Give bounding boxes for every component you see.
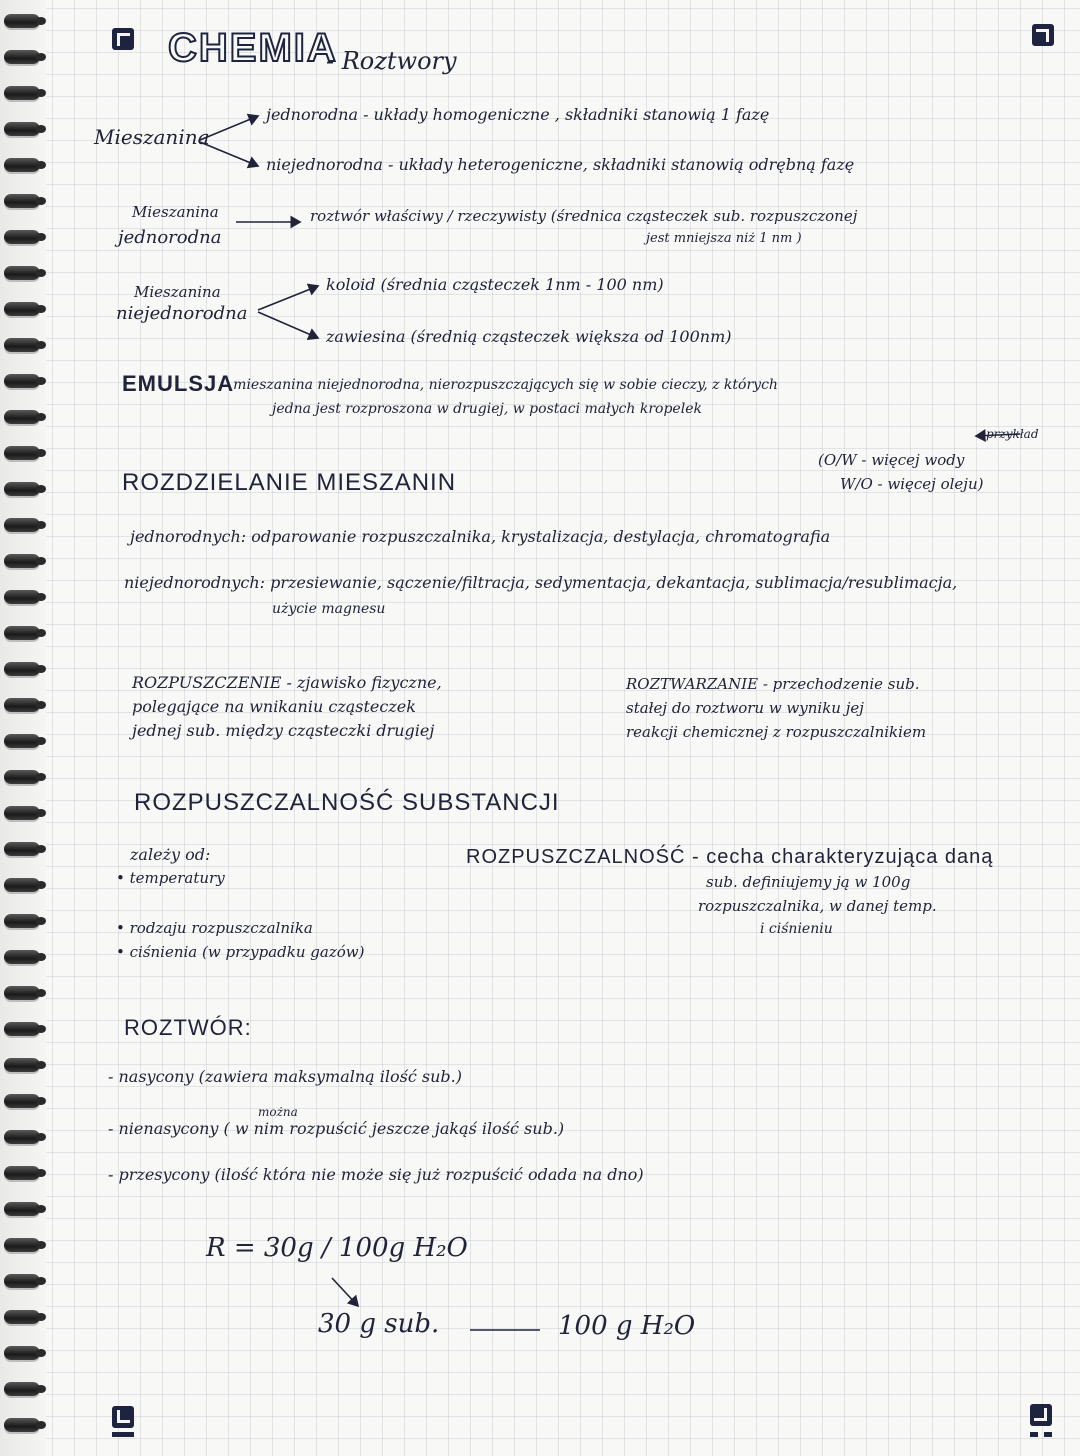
spiral-ring	[4, 590, 40, 604]
spiral-ring	[4, 14, 40, 28]
solution-unsaturated: - nienasycony ( w nim rozpuścić jeszcze jakąś ilość sub.)	[108, 1119, 565, 1138]
page-title: CHEMIA	[168, 26, 338, 70]
corner-marker-icon	[112, 28, 134, 50]
solubility-formula: R = 30g / 100g H₂O	[206, 1233, 468, 1263]
solubility-definition-1: ROZPUSZCZALNOŚĆ - cecha charakteryzująca daną	[466, 846, 994, 868]
spiral-ring	[4, 1310, 40, 1324]
spiral-ring	[4, 1418, 40, 1432]
spiral-ring	[4, 842, 40, 856]
page-subtitle: - Roztwory	[326, 47, 457, 75]
spiral-ring	[4, 1130, 40, 1144]
spiral-ring	[4, 950, 40, 964]
spiral-ring	[4, 986, 40, 1000]
dissolution-line-2: polegające na wnikaniu cząsteczek	[132, 697, 416, 716]
dissolution-line-3: jednej sub. między cząsteczki drugiej	[132, 721, 435, 740]
spiral-ring	[4, 374, 40, 388]
spiral-ring	[4, 1346, 40, 1360]
spiral-ring	[4, 86, 40, 100]
corner-marker-icon	[112, 1406, 134, 1428]
emulsion-ow: (O/W - więcej wody	[818, 451, 965, 469]
spiral-ring	[4, 626, 40, 640]
separation-heterogeneous: niejednorodnych: przesiewanie, sączenie/filtracja, sedymentacja, dekantacja, sublimacja/resublimacja,	[124, 573, 958, 592]
corner-marker-icon	[1030, 1404, 1052, 1426]
spiral-ring	[4, 50, 40, 64]
solubility-factor-3: • ciśnienia (w przypadku gazów)	[116, 943, 365, 961]
spiral-ring	[4, 1382, 40, 1396]
spiral-ring	[4, 1166, 40, 1180]
spiral-ring	[4, 1274, 40, 1288]
mixture-root-label: Mieszanina	[94, 125, 210, 149]
emulsion-definition-1: - mieszanina niejednorodna, nierozpuszczających się w sobie cieczy, z których	[224, 377, 778, 393]
spiral-ring	[4, 266, 40, 280]
spiral-ring	[4, 1022, 40, 1036]
spiral-ring	[4, 662, 40, 676]
corner-bar-icon	[1030, 1432, 1038, 1437]
formula-substance: 30 g sub.	[318, 1309, 440, 1339]
spiral-ring	[4, 1238, 40, 1252]
true-solution-definition: roztwór właściwy / rzeczywisty (średnica cząsteczek sub. rozpuszczonej	[310, 207, 858, 225]
spiral-ring	[4, 914, 40, 928]
spiral-ring	[4, 554, 40, 568]
true-solution-note: jest mniejsza niż 1 nm )	[646, 231, 802, 246]
separation-homogeneous: jednorodnych: odparowanie rozpuszczalnika, krystalizacja, destylacja, chromatografia	[130, 527, 831, 546]
corner-bar-icon	[1044, 1432, 1052, 1437]
suspension-definition: zawiesina (średnią cząsteczek większa od 100nm)	[326, 327, 732, 346]
dissolution-line-1: ROZPUSZCZENIE - zjawisko fizyczne,	[132, 673, 442, 692]
spiral-ring	[4, 770, 40, 784]
emulsion-term: EMULSJA	[122, 371, 235, 396]
emulsion-definition-2: jedna jest rozproszona w drugiej, w postaci małych kropelek	[272, 401, 702, 417]
spiral-ring	[4, 806, 40, 820]
formula-water: 100 g H₂O	[558, 1311, 696, 1341]
spiral-ring	[4, 158, 40, 172]
spiral-ring	[4, 518, 40, 532]
spiral-ring	[4, 122, 40, 136]
solubility-definition-2: sub. definiujemy ją w 100g	[706, 873, 911, 891]
corner-bar-icon	[112, 1432, 134, 1437]
spiral-ring	[4, 1094, 40, 1108]
spiral-ring	[4, 446, 40, 460]
solution-unsaturated-note: można	[258, 1105, 298, 1119]
solubility-factor-2: • rodzaju rozpuszczalnika	[116, 919, 313, 937]
solubility-depends: zależy od:	[130, 845, 211, 864]
emulsion-wo: W/O - więcej oleju)	[840, 475, 984, 493]
spiral-ring	[4, 230, 40, 244]
spiral-ring	[4, 698, 40, 712]
heterogeneous-label-2: niejednorodna	[116, 303, 248, 324]
solution-supersaturated: - przesycony (ilość która nie może się już rozpuścić odada na dno)	[108, 1165, 644, 1184]
heterogeneous-definition: niejednorodna - układy heterogeniczne, składniki stanowią odrębną fazę	[266, 155, 855, 174]
corner-marker-icon	[1032, 24, 1054, 46]
digestion-line-3: reakcji chemicznej z rozpuszczalnikiem	[626, 723, 927, 741]
solubility-factor-1: • temperatury	[116, 869, 225, 887]
colloid-definition: koloid (średnia cząsteczek 1nm - 100 nm)	[326, 275, 664, 294]
spiral-ring	[4, 194, 40, 208]
solution-heading: ROZTWÓR:	[124, 1015, 252, 1040]
spiral-ring	[4, 878, 40, 892]
solubility-definition-4: i ciśnieniu	[760, 921, 833, 937]
separation-heterogeneous-2: użycie magnesu	[272, 601, 386, 617]
solubility-heading: ROZPUSZCZALNOŚĆ SUBSTANCJI	[134, 789, 560, 816]
homogeneous-definition: jednorodna - układy homogeniczne , składniki stanowią 1 fazę	[266, 105, 770, 124]
solution-saturated: - nasycony (zawiera maksymalną ilość sub.)	[108, 1067, 462, 1086]
spiral-binding	[0, 0, 46, 1456]
solubility-definition-3: rozpuszczalnika, w danej temp.	[698, 897, 937, 915]
spiral-ring	[4, 410, 40, 424]
spiral-ring	[4, 734, 40, 748]
digestion-line-2: stałej do roztworu w wyniku jej	[626, 699, 864, 717]
homogeneous-label-1: Mieszanina	[132, 203, 219, 221]
heterogeneous-label-1: Mieszanina	[134, 283, 221, 301]
spiral-ring	[4, 1058, 40, 1072]
separation-heading: ROZDZIELANIE MIESZANIN	[122, 469, 457, 496]
digestion-line-1: ROZTWARZANIE - przechodzenie sub.	[626, 675, 920, 693]
homogeneous-label-2: jednorodna	[118, 227, 222, 248]
spiral-ring	[4, 338, 40, 352]
example-label: przykład	[986, 427, 1039, 441]
spiral-ring	[4, 482, 40, 496]
spiral-ring	[4, 1202, 40, 1216]
spiral-ring	[4, 302, 40, 316]
